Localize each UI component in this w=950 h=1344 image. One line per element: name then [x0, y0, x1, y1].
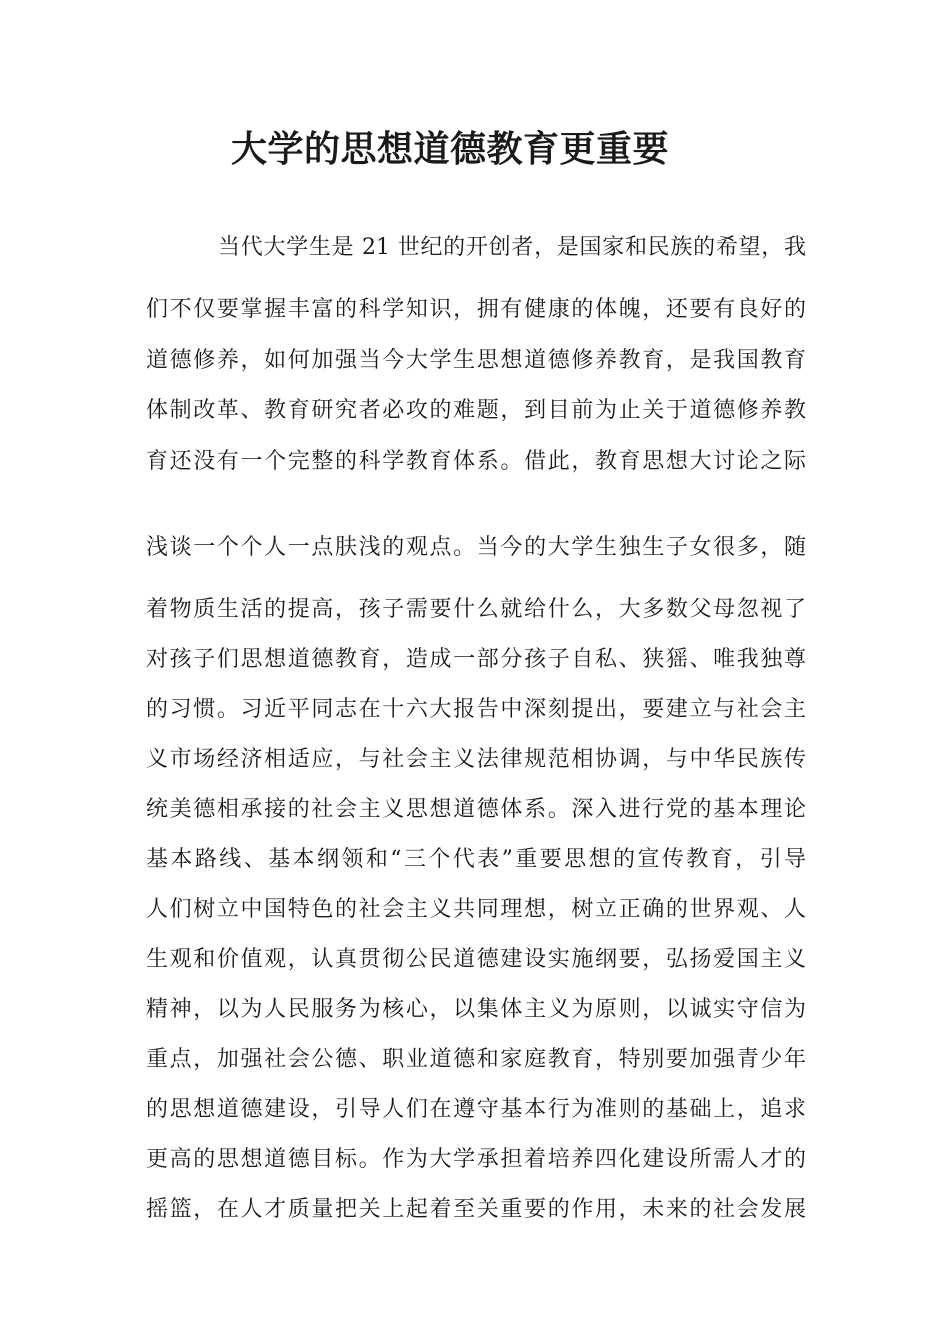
- paragraph-line: 义市场经济相适应，与社会主义法律规范相协调，与中华民族传: [146, 747, 806, 772]
- paragraph-line: 统美德相承接的社会主义思想道德体系。深入进行党的基本理论: [146, 797, 806, 822]
- paragraph-line: 对孩子们思想道德教育，造成一部分孩子自私、狭猺、唯我独尊: [146, 647, 806, 672]
- document-title: 大学的思想道德教育更重要: [230, 129, 669, 170]
- paragraph-line: 们不仅要掌握丰富的科学知识，拥有健康的体魄，还要有良好的: [146, 297, 806, 322]
- paragraph-line: 重点，加强社会公德、职业道德和家庭教育，特别要加强青少年: [146, 1047, 806, 1072]
- paragraph-line: 道德修养，如何加强当今大学生思想道德修养教育，是我国教育: [146, 348, 806, 373]
- paragraph-line: 摇篮，在人才质量把关上起着至关重要的作用，未来的社会发展: [146, 1197, 806, 1222]
- paragraph-line: 更高的思想道德目标。作为大学承担着培养四化建设所需人才的: [146, 1147, 806, 1172]
- paragraph-line: 人们树立中国特色的社会主义共同理想，树立正确的世界观、人: [146, 897, 806, 922]
- paragraph-line: 着物质生活的提高，孩子需要什么就给什么，大多数父母忽视了: [146, 597, 806, 622]
- paragraph-line: 浅谈一个个人一点肤浅的观点。当今的大学生独生子女很多，随: [146, 535, 806, 560]
- paragraph-line: 精神，以为人民服务为核心，以集体主义为原则，以诚实守信为: [146, 997, 806, 1022]
- paragraph-line: 育还没有一个完整的科学教育体系。借此，教育思想大讨论之际: [146, 449, 806, 474]
- paragraph-line: 当代大学生是 21 世纪的开创者，是国家和民族的希望，我: [218, 235, 806, 260]
- paragraph-line: 体制改革、教育研究者必攻的难题，到目前为止关于道德修养教: [146, 398, 806, 423]
- paragraph-line: 的习惯。习近平同志在十六大报告中深刻提出，要建立与社会主: [146, 697, 806, 722]
- paragraph-line: 基本路线、基本纲领和“三个代表”重要思想的宣传教育，引导: [146, 847, 806, 872]
- paragraph-line: 的思想道德建设，引导人们在遵守基本行为准则的基础上，追求: [146, 1097, 806, 1122]
- paragraph-line: 生观和价值观，认真贯彻公民道德建设实施纲要，弘扬爱国主义: [146, 947, 806, 972]
